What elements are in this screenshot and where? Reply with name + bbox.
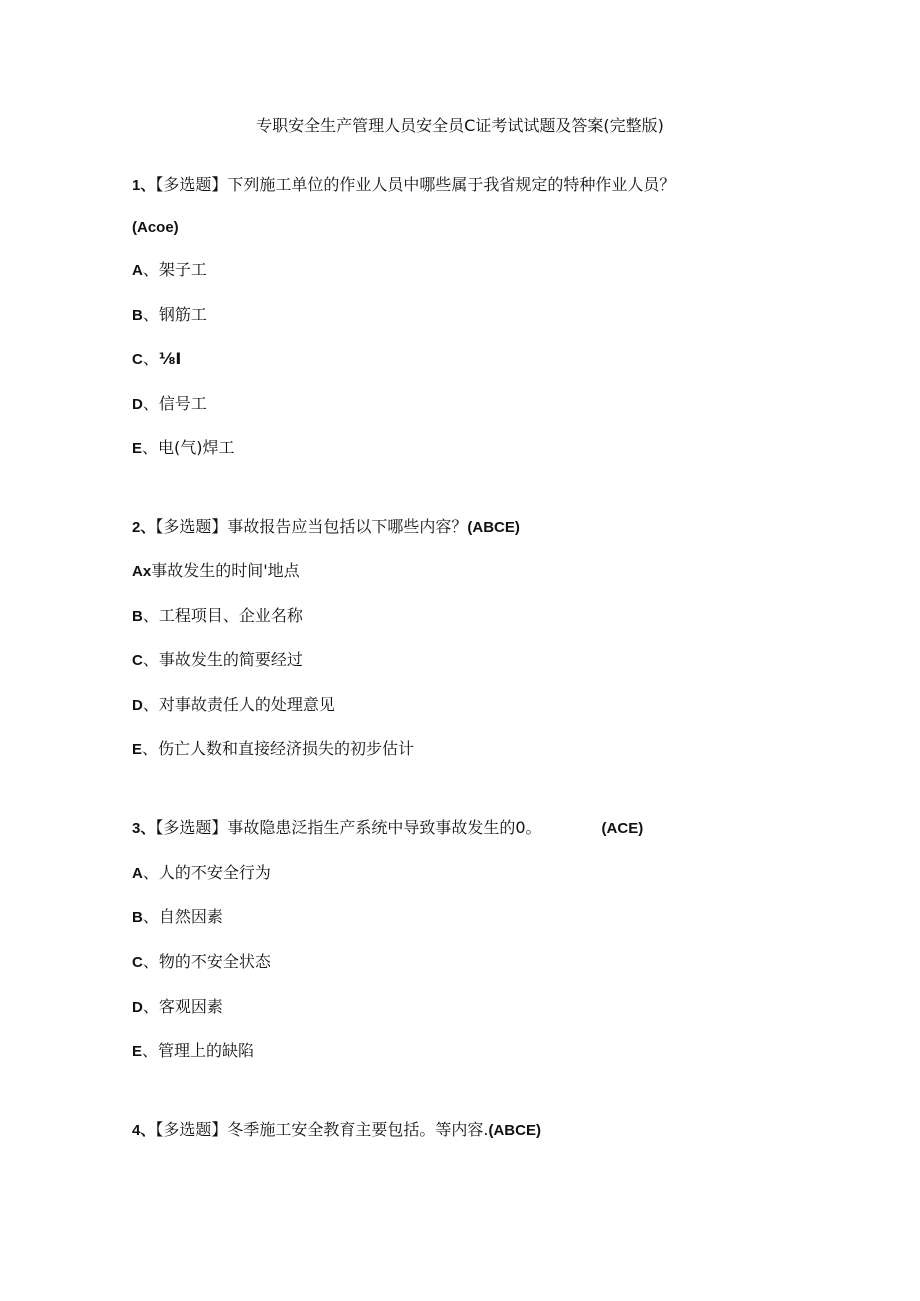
question-2-option-b xyxy=(132,606,303,627)
option-letter: D xyxy=(132,396,143,413)
option-letter: C xyxy=(132,652,143,669)
question-3-option-e xyxy=(132,1041,254,1062)
option-separator: 、 xyxy=(142,650,159,669)
question-4-stem xyxy=(132,1120,541,1141)
option-separator: 、 xyxy=(142,739,159,758)
question-type: 【多选题】 xyxy=(155,517,228,536)
option-text: 工程项目、企业名称 xyxy=(158,606,303,625)
question-1-option-a xyxy=(132,260,207,281)
answer-key: (ABCE) xyxy=(467,519,520,536)
option-letter: Ax xyxy=(132,563,152,580)
option-separator: 、 xyxy=(142,438,159,457)
option-text: 人的不安全行为 xyxy=(158,863,271,882)
option-separator: 、 xyxy=(142,907,159,926)
option-separator: 、 xyxy=(142,394,159,413)
answer-key: (ABCE) xyxy=(488,1122,541,1139)
question-number: 4、 xyxy=(132,1122,156,1139)
question-2-option-a xyxy=(132,561,300,582)
question-2-option-c xyxy=(132,650,303,671)
option-separator: 、 xyxy=(142,305,159,324)
question-number: 1、 xyxy=(132,177,156,194)
option-separator: 、 xyxy=(142,997,159,1016)
option-text: ⅛I xyxy=(158,349,182,368)
option-text: 伤亡人数和直接经济损失的初步估计 xyxy=(158,739,415,758)
option-letter: B xyxy=(132,608,143,625)
question-1-option-e xyxy=(132,438,235,459)
document-title: 专职安全生产管理人员安全员C证考试试题及答案(完整版) xyxy=(256,116,664,135)
question-3-option-d xyxy=(132,997,223,1018)
option-letter: A xyxy=(132,865,143,882)
option-text: 管理上的缺陷 xyxy=(158,1041,255,1060)
option-text: 钢筋工 xyxy=(158,305,207,324)
option-text: 事故发生的简要经过 xyxy=(158,650,303,669)
option-letter: A xyxy=(132,262,143,279)
question-3-option-b xyxy=(132,907,223,928)
option-text: 信号工 xyxy=(158,394,207,413)
option-letter: C xyxy=(132,351,143,368)
option-letter: E xyxy=(132,440,143,457)
question-text: 事故报告应当包括以下哪些内容？ xyxy=(227,517,468,536)
option-separator: 、 xyxy=(142,952,159,971)
question-1-option-b xyxy=(132,305,207,326)
option-separator: 、 xyxy=(142,349,159,368)
question-3-option-c xyxy=(132,952,271,973)
option-separator: 、 xyxy=(142,695,159,714)
question-1-option-d xyxy=(132,394,207,415)
option-text: 对事故责任人的处理意见 xyxy=(158,695,335,714)
question-3-stem xyxy=(132,818,643,839)
option-letter: D xyxy=(132,697,143,714)
question-2-option-d xyxy=(132,695,335,716)
option-letter: D xyxy=(132,999,143,1016)
question-type: 【多选题】 xyxy=(155,1120,228,1139)
question-number: 3、 xyxy=(132,820,156,837)
question-text: 事故隐患泛指生产系统中导致事故发生的0。 xyxy=(227,818,542,837)
option-letter: B xyxy=(132,909,143,926)
answer-key: (Acoe) xyxy=(132,219,179,236)
question-1-option-c xyxy=(132,349,181,370)
option-letter: B xyxy=(132,307,143,324)
option-letter: C xyxy=(132,954,143,971)
question-number: 2、 xyxy=(132,519,156,536)
option-letter: E xyxy=(132,1043,143,1060)
question-type: 【多选题】 xyxy=(155,175,228,194)
option-separator: 、 xyxy=(142,863,159,882)
option-letter: E xyxy=(132,741,143,758)
question-text: 下列施工单位的作业人员中哪些属于我省规定的特种作业人员？ xyxy=(227,175,676,194)
option-separator: 、 xyxy=(142,260,159,279)
option-text: 电(气)焊工 xyxy=(158,438,235,457)
option-text: 事故发生的时间'地点 xyxy=(151,561,300,580)
question-text: 冬季施工安全教育主要包括。等内容. xyxy=(227,1120,489,1139)
option-separator: 、 xyxy=(142,1041,159,1060)
question-1-answer xyxy=(132,217,179,238)
question-3-option-a xyxy=(132,863,271,884)
option-text: 自然因素 xyxy=(158,907,223,926)
option-text: 物的不安全状态 xyxy=(158,952,271,971)
question-type: 【多选题】 xyxy=(155,818,228,837)
option-separator: 、 xyxy=(142,606,159,625)
question-2-option-e xyxy=(132,739,414,760)
answer-key: (ACE) xyxy=(601,820,644,837)
option-text: 客观因素 xyxy=(158,997,223,1016)
question-2-stem xyxy=(132,517,520,538)
question-1-stem xyxy=(132,175,675,196)
option-text: 架子工 xyxy=(158,260,207,279)
